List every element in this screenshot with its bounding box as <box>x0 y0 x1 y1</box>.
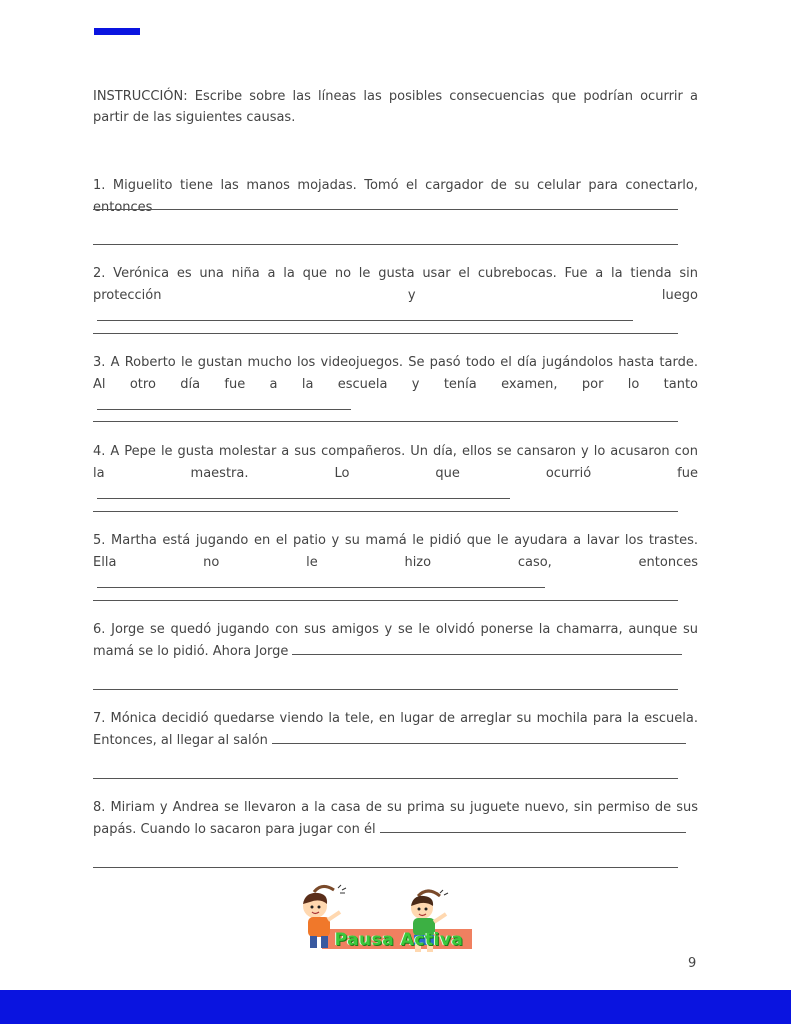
item-5-text: 5. Martha está jugando en el patio y su mamá le pidió que le ayudara a lavar los trastes. Ella no le hizo caso, entonces <box>93 533 698 570</box>
answer-line-4a[interactable] <box>97 497 510 499</box>
answer-line-2b[interactable] <box>93 333 678 334</box>
answer-line-6a[interactable] <box>292 653 682 655</box>
item-7-text: 7. Mónica decidió quedarse viendo la tele, en lugar de arreglar su mochila para la escuela. Entonces, al llegar al salón <box>93 711 698 748</box>
header-accent-bar <box>94 28 140 35</box>
item-4 <box>93 441 698 507</box>
answer-line-3b[interactable] <box>93 421 678 422</box>
logo-text: Pausa Activa <box>334 930 464 950</box>
answer-line-2a[interactable] <box>97 319 633 321</box>
pausa-activa-logo <box>300 884 474 960</box>
answer-line-1b[interactable] <box>93 244 678 245</box>
answer-line-5a[interactable] <box>97 586 545 588</box>
instruction-text: INSTRUCCIÓN: Escribe sobre las líneas las posibles consecuencias que podrían ocurrir a partir de las siguientes causas. <box>93 89 698 125</box>
answer-line-1a[interactable] <box>93 209 678 210</box>
answer-line-5b[interactable] <box>93 600 678 601</box>
answer-line-3a[interactable] <box>97 408 351 410</box>
answer-line-7a[interactable] <box>272 742 686 744</box>
item-4-text: 4. A Pepe le gusta molestar a sus compañeros. Un día, ellos se cansaron y lo acusaron con la maestra. Lo que ocurrió fue <box>93 444 698 481</box>
page-number: 9 <box>688 956 697 971</box>
item-8-text: 8. Miriam y Andrea se llevaron a la casa de su prima su juguete nuevo, sin permiso de sus papás. Cuando lo sacaron para jugar con él <box>93 800 698 837</box>
item-3 <box>93 352 698 418</box>
answer-line-8a[interactable] <box>380 831 686 833</box>
answer-line-6b[interactable] <box>93 689 678 690</box>
item-2 <box>93 263 698 329</box>
item-6 <box>93 619 698 663</box>
item-3-text: 3. A Roberto le gustan mucho los videojuegos. Se pasó todo el día jugándolos hasta tarde. Al otro día fue a la escuela y tenía examen, por lo tanto <box>93 355 698 392</box>
item-6-text: 6. Jorge se quedó jugando con sus amigos y se le olvidó ponerse la chamarra, aunque su mamá se lo pidió. Ahora Jorge <box>93 622 698 659</box>
item-7 <box>93 708 698 752</box>
answer-line-7b[interactable] <box>93 778 678 779</box>
footer-accent-bar <box>0 990 791 1024</box>
item-2-text: 2. Verónica es una niña a la que no le gusta usar el cubrebocas. Fue a la tienda sin protección y luego <box>93 266 698 303</box>
item-1 <box>93 175 698 219</box>
item-5 <box>93 530 698 596</box>
item-1-text: 1. Miguelito tiene las manos mojadas. Tomó el cargador de su celular para conectarlo, entonces <box>93 178 698 215</box>
item-8 <box>93 797 698 841</box>
answer-line-4b[interactable] <box>93 511 678 512</box>
answer-line-8b[interactable] <box>93 867 678 868</box>
